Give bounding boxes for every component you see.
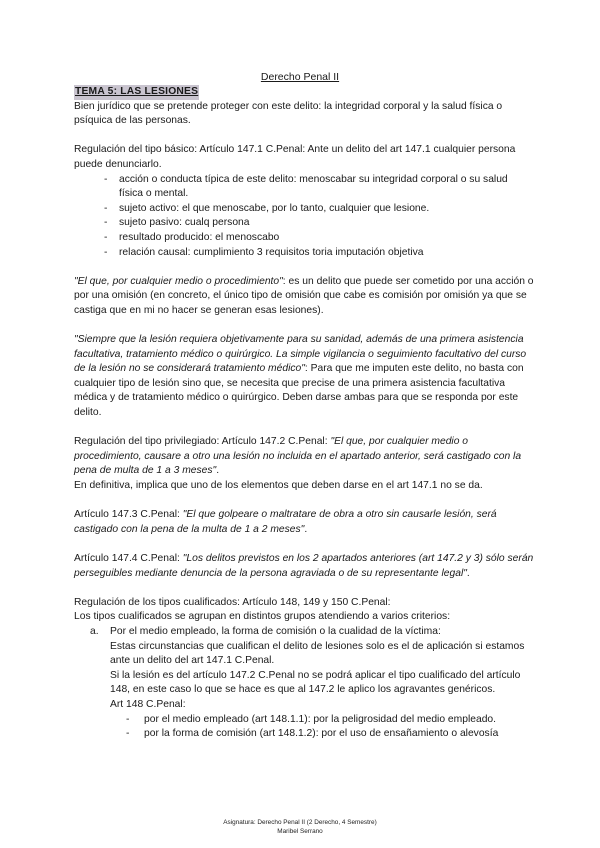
privileged-italic: "El que, por cualquier medio o procedimiento, causare a otro una lesión no incluida en el apartado anterior, será castigado con la pena de multa de 1 a 3 meses"	[74, 436, 522, 477]
art1474-end: .	[466, 567, 470, 579]
list-item	[90, 625, 534, 742]
list-item: - sujeto pasivo: cualq persona	[104, 216, 534, 231]
art1474-paragraph	[74, 552, 534, 581]
list-item: - relación causal: cumplimiento 3 requisitos toria imputación objetiva	[104, 246, 534, 261]
document-body	[74, 85, 534, 742]
quote1-paragraph	[74, 275, 534, 319]
basic-type-lead: Regulación del tipo básico: Artículo 147.1 C.Penal: Ante un delito del art 147.1 cualquier persona puede denunciarlo.	[74, 144, 516, 170]
quote2-italic: "Siempre que la lesión requiera objetivamente para su sanidad, además de una primera asistencia facultativa, tratamiento médico o quirúrgico. La simple vigilancia o seguimiento facultativo del curso de la lesión no se considerará tratamiento médico"	[74, 334, 527, 375]
quote1-text: : es un delito que puede ser cometido por una acción o por una omisión (en concreto, el único tipo de omisión que cabe es comisión por omisión ya que se castiga que en mi no hacer se generan esas lesiones).	[74, 275, 534, 316]
basic-type-list	[74, 173, 534, 261]
item-a-p2: Si la lesión es del artículo 147.2 C.Penal no se podrá aplicar el tipo cualificado del artículo 148, en este caso lo que se hace es que al 147.2 le aplico los agravantes genéricos.	[110, 669, 521, 696]
footer-author: Maribel Serrano	[277, 828, 323, 835]
quote2-text: : Para que me imputen este delito, no basta con cualquier tipo de lesión sino que, se necesita que precise de una primera asistencia facultativa médica y de tratamiento médico o quirúrgico. Deben darse ambas para que se responda por este delito.	[74, 363, 524, 419]
privileged-end: .	[216, 465, 220, 477]
item-a-p1: Estas circunstancias que cualifican el delito de lesiones solo es el de aplicación si estamos ante un delito del art 147.1 C.Penal.	[110, 640, 525, 667]
quote1-italic: "El que, por cualquier medio o procedimiento"	[74, 275, 283, 287]
art1473-lead: Artículo 147.3 C.Penal:	[74, 509, 183, 521]
art1473-paragraph	[74, 508, 534, 537]
list-item: - por la forma de comisión (art 148.1.2): por el uso de ensañamiento o alevosía	[126, 727, 534, 742]
art148-list	[110, 713, 534, 742]
privileged-note: En definitiva, implica que uno de los elementos que deben darse en el art 147.1 no se da.	[74, 480, 483, 492]
art1474-italic: "Los delitos previstos en los 2 apartados anteriores (art 147.2 y 3) sólo serán perseguibles mediante denuncia de la persona agraviada o de su representante legal"	[74, 553, 534, 579]
list-item: - resultado producido: el menoscabo	[104, 231, 534, 246]
list-item: - por el medio empleado (art 148.1.1): por la peligrosidad del medio empleado.	[126, 713, 534, 728]
art1473-end: .	[304, 523, 308, 535]
privileged-lead: Regulación del tipo privilegiado: Artículo 147.2 C.Penal:	[74, 436, 331, 448]
qualified-list	[74, 625, 534, 742]
qualified-lead: Regulación de los tipos cualificados: Artículo 148, 149 y 150 C.Penal:	[74, 596, 391, 608]
qualified-groups: Los tipos cualificados se agrupan en distintos grupos atendiendo a varios criterios:	[74, 611, 451, 623]
privileged-paragraph	[74, 435, 534, 479]
footer-course: Asignatura: Derecho Penal II (2 Derecho, 4 Semestre)	[223, 819, 377, 826]
item-a-p3: Art 148 C.Penal:	[110, 698, 186, 710]
item-a-title: Por el medio empleado, la forma de comisión o la cualidad de la víctima:	[110, 625, 441, 637]
page-title: Derecho Penal II	[260, 71, 340, 83]
topic-heading: TEMA 5: LAS LESIONES	[74, 85, 199, 100]
art1474-lead: Artículo 147.4 C.Penal:	[74, 553, 183, 564]
list-item: - acción o conducta típica de este delito: menoscabar su integridad corporal o su salud física o mental.	[104, 173, 534, 202]
quote2-paragraph	[74, 333, 534, 421]
footer	[0, 818, 600, 836]
list-item: - sujeto activo: el que menoscabe, por lo tanto, cualquier que lesione.	[104, 202, 534, 217]
intro-paragraph: Bien jurídico que se pretende proteger con este delito: la integridad corporal y la salud física o psíquica de las personas.	[74, 100, 503, 127]
list-marker: a.	[90, 625, 99, 637]
art1473-italic: "El que golpeare o maltratare de obra a otro sin causarle lesión, será castigado con la pena de la multa de 1 a 2 meses"	[74, 509, 497, 535]
